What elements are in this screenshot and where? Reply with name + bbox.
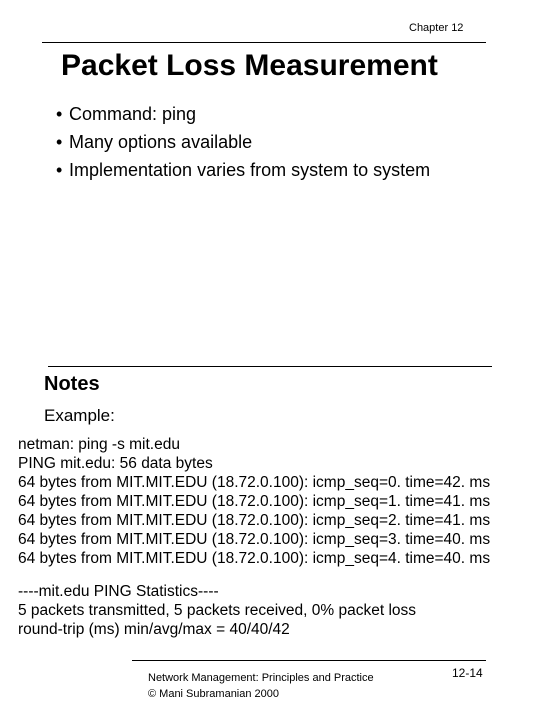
- footer: [148, 670, 374, 702]
- book-title: Network Management: Principles and Practice: [148, 672, 374, 684]
- page-number: 12-14: [452, 666, 483, 680]
- statistics-line: 5 packets transmitted, 5 packets received, 0% packet loss: [18, 602, 417, 619]
- ping-output-line: 64 bytes from MIT.MIT.EDU (18.72.0.100): icmp_seq=1. time=41. ms: [18, 493, 491, 510]
- copyright: © Mani Subramanian 2000: [148, 688, 280, 700]
- top-divider: [42, 42, 486, 43]
- bullet-icon: •: [56, 160, 63, 180]
- bullet-item: [56, 156, 430, 184]
- ping-output-line: netman: ping -s mit.edu: [18, 436, 180, 453]
- footer-divider: [132, 660, 486, 661]
- bullet-list: [56, 100, 430, 184]
- example-label: Example:: [44, 406, 115, 425]
- bullet-item: [56, 128, 430, 156]
- ping-output-line: 64 bytes from MIT.MIT.EDU (18.72.0.100): icmp_seq=2. time=41. ms: [18, 512, 491, 529]
- bullet-text: Implementation varies from system to system: [69, 160, 431, 180]
- bullet-icon: •: [56, 132, 63, 152]
- ping-output-line: PING mit.edu: 56 data bytes: [18, 455, 213, 472]
- bullet-text: Many options available: [69, 132, 253, 152]
- statistics-line: round-trip (ms) min/avg/max = 40/40/42: [18, 621, 290, 638]
- bullet-icon: •: [56, 104, 63, 124]
- ping-output-block: [18, 435, 490, 639]
- statistics-line: ----mit.edu PING Statistics----: [18, 583, 219, 600]
- output-spacer: [18, 568, 490, 582]
- chapter-label: Chapter 12: [409, 22, 464, 34]
- notes-divider: [48, 366, 492, 367]
- ping-output-line: 64 bytes from MIT.MIT.EDU (18.72.0.100): icmp_seq=0. time=42. ms: [18, 474, 491, 491]
- ping-output-line: 64 bytes from MIT.MIT.EDU (18.72.0.100): icmp_seq=3. time=40. ms: [18, 531, 491, 548]
- bullet-item: [56, 100, 430, 128]
- bullet-text: Command: ping: [69, 104, 197, 124]
- slide-title: Packet Loss Measurement: [61, 49, 438, 82]
- ping-output-line: 64 bytes from MIT.MIT.EDU (18.72.0.100): icmp_seq=4. time=40. ms: [18, 550, 491, 567]
- notes-heading: Notes: [44, 373, 100, 395]
